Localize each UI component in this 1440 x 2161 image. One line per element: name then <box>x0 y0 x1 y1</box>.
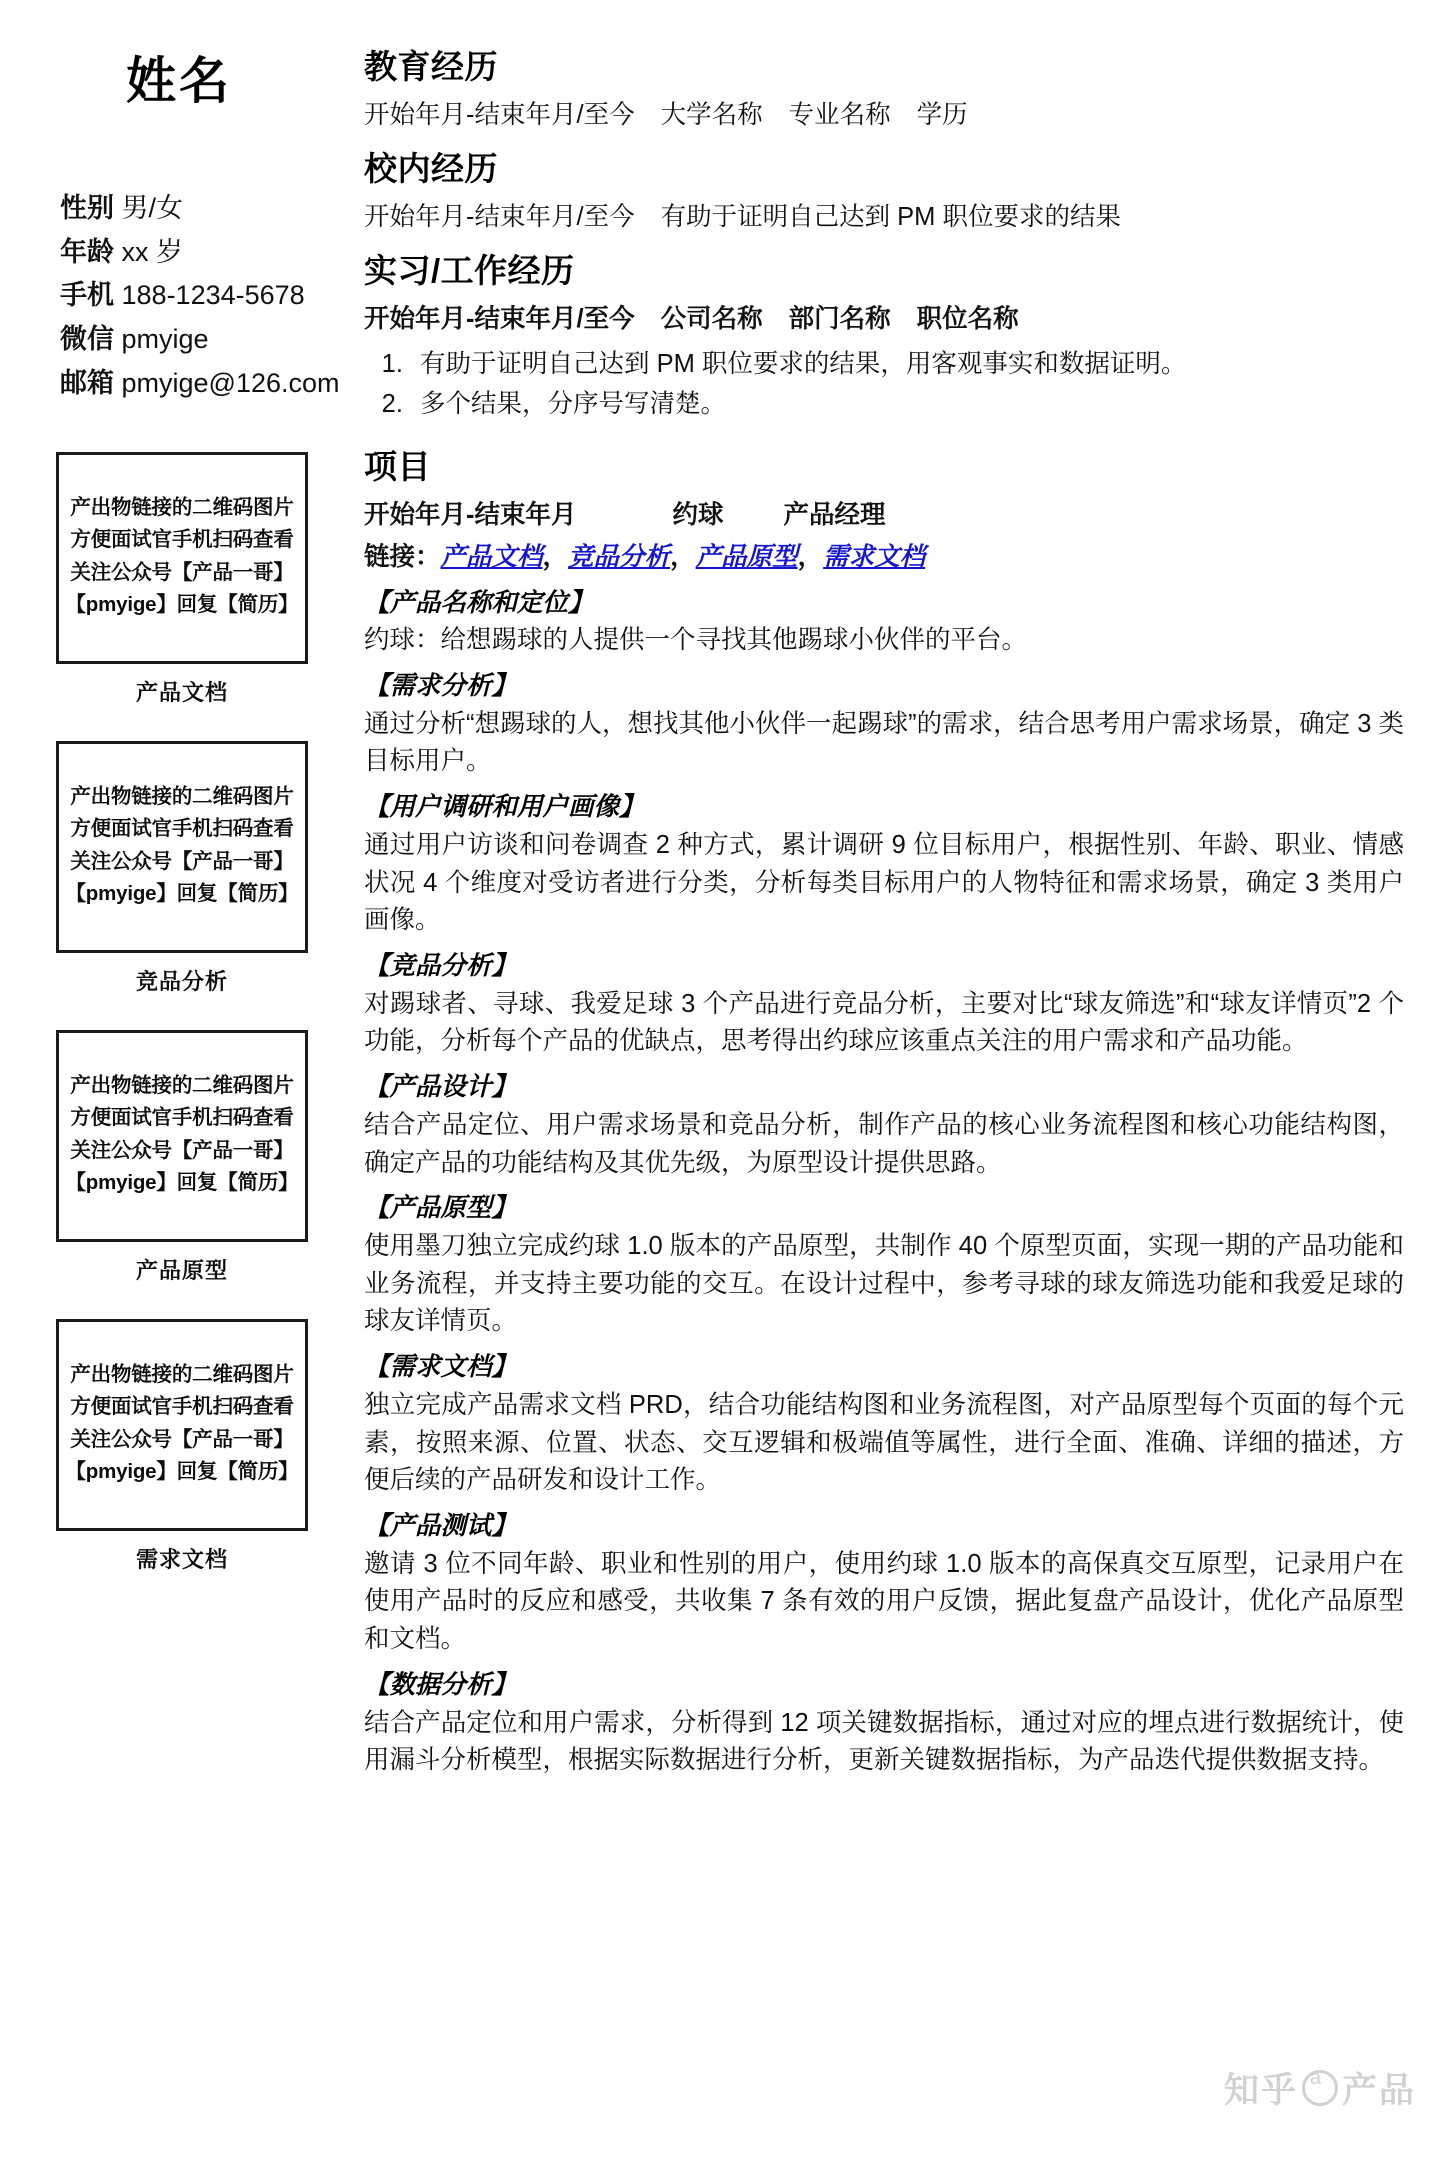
block-heading: 【产品测试】 <box>364 1512 518 1541</box>
campus-meta <box>364 198 1404 236</box>
qr-text-line: 产出物链接的二维码图片 <box>70 495 294 519</box>
project-role: 产品经理 <box>783 501 886 529</box>
work-results-list <box>364 345 1404 425</box>
work-position: 职位名称 <box>916 305 1019 334</box>
qr-text-line: 关注公众号【产品一哥】 <box>70 1138 294 1162</box>
links-label: 链接： <box>364 543 441 572</box>
qr-text-line: 【pmyige】回复【简历】 <box>65 1171 299 1195</box>
section-title-education: 教育经历 <box>364 48 498 85</box>
link-separator: ， <box>797 543 824 572</box>
block-heading: 【需求文档】 <box>364 1353 518 1382</box>
left-column <box>28 38 340 1574</box>
campus-desc: 有助于证明自己达到 PM 职位要求的结果 <box>660 203 1121 232</box>
project-block-data-analysis <box>364 1668 1404 1780</box>
project-meta <box>364 496 1404 534</box>
link-separator: ， <box>542 543 569 572</box>
project-block-product-testing <box>364 1509 1404 1659</box>
qr-block-competitor-analysis <box>56 741 326 996</box>
education-period: 开始年月-结束年月/至今 <box>364 100 635 129</box>
contact-row-wechat <box>60 318 326 362</box>
section-title-campus: 校内经历 <box>364 150 498 188</box>
contact-list <box>60 187 340 406</box>
contact-value: xx 岁 <box>121 236 184 267</box>
qr-block-requirement-doc <box>56 1319 326 1574</box>
section-title-work: 实习/工作经历 <box>364 252 575 290</box>
project-block-competitor-analysis <box>364 949 1404 1061</box>
block-heading: 【产品名称和定位】 <box>364 588 594 617</box>
project-period: 开始年月-结束年月 <box>364 501 577 529</box>
qr-caption: 竞品分析 <box>135 968 228 994</box>
list-item: 2. 多个结果，分序号写清楚。 <box>410 385 1404 424</box>
watermark-suffix: 产品 <box>1341 2071 1416 2110</box>
contact-label: 微信 <box>60 324 114 355</box>
education-meta <box>364 96 1404 134</box>
link-product-doc[interactable]: 产品文档 <box>440 543 543 572</box>
work-company: 公司名称 <box>660 305 763 334</box>
contact-row-email <box>60 362 340 406</box>
education-degree: 学历 <box>916 100 968 129</box>
block-paragraph: 使用墨刀独立完成约球 1.0 版本的产品原型，共制作 40 个原型页面，实现一期的产品功能和业务流程，并支持主要功能的交互。在设计过程中，参考寻球的球友筛选功能和我爱足球的球友详情页。 <box>364 1231 1404 1336</box>
work-period: 开始年月-结束年月/至今 <box>364 305 635 334</box>
project-block-requirement-analysis <box>364 669 1404 781</box>
link-separator: ， <box>670 543 696 572</box>
qr-text-line: 产出物链接的二维码图片 <box>70 784 294 808</box>
section-title-project: 项目 <box>364 448 431 486</box>
list-item: 1. 有助于证明自己达到 PM 职位要求的结果，用客观事实和数据证明。 <box>410 345 1404 384</box>
link-requirement-doc[interactable]: 需求文档 <box>823 543 926 572</box>
work-meta <box>364 300 1404 338</box>
qr-code-placeholder[interactable] <box>56 1319 308 1531</box>
right-column <box>340 48 1412 1783</box>
qr-caption: 产品文档 <box>135 679 228 705</box>
campus-period: 开始年月-结束年月/至今 <box>364 203 635 232</box>
qr-text-line: 产出物链接的二维码图片 <box>70 1362 294 1386</box>
project-block-positioning <box>364 586 1404 660</box>
project-block-prototype <box>364 1191 1404 1341</box>
qr-text-line: 方便面试官手机扫码查看 <box>70 1106 294 1130</box>
qr-code-placeholder[interactable] <box>56 452 308 664</box>
block-paragraph: 约球：给想踢球的人提供一个寻找其他踢球小伙伴的平台。 <box>364 626 1028 655</box>
block-paragraph: 对踢球者、寻球、我爱足球 3 个产品进行竞品分析，主要对比“球友筛选”和“球友详情页”2 个功能，分析每个产品的优缺点，思考得出约球应该重点关注的用户需求和产品功能。 <box>364 989 1404 1056</box>
contact-value: 男/女 <box>121 193 184 223</box>
qr-text-line: 【pmyige】回复【简历】 <box>65 882 299 906</box>
work-department: 部门名称 <box>788 305 891 334</box>
resume-columns <box>28 38 1412 1783</box>
contact-row-phone <box>60 274 326 318</box>
education-school: 大学名称 <box>660 100 763 129</box>
qr-text-line: 【pmyige】回复【简历】 <box>65 593 299 617</box>
page-title: 姓名 <box>126 53 232 109</box>
contact-row-age <box>60 231 326 275</box>
block-heading: 【数据分析】 <box>364 1670 518 1699</box>
contact-value: pmyige <box>121 324 209 355</box>
block-paragraph: 通过分析“想踢球的人，想找其他小伙伴一起踢球”的需求，结合思考用户需求场景，确定 3 类目标用户。 <box>364 709 1404 776</box>
contact-value: pmyige@126.com <box>121 367 340 398</box>
block-paragraph: 通过用户访谈和问卷调查 2 种方式，累计调研 9 位目标用户，根据性别、年龄、职业、情感状况 4 个维度对受访者进行分类，分析每类目标用户的人物特征和需求场景，确定 3 类用户画像。 <box>364 830 1404 935</box>
education-major: 专业名称 <box>788 100 891 129</box>
project-block-requirement-doc <box>364 1350 1404 1500</box>
qr-block-prototype <box>56 1030 326 1285</box>
project-links <box>364 538 1404 576</box>
block-heading: 【竞品分析】 <box>364 951 518 980</box>
qr-text-line: 产出物链接的二维码图片 <box>70 1073 294 1097</box>
contact-label: 手机 <box>60 280 114 311</box>
qr-text-line: 【pmyige】回复【简历】 <box>65 1460 299 1484</box>
qr-code-placeholder[interactable] <box>56 1030 308 1242</box>
contact-label: 年龄 <box>60 236 114 267</box>
qr-text-line: 关注公众号【产品一哥】 <box>70 849 294 873</box>
project-name: 约球 <box>672 501 724 529</box>
block-paragraph: 结合产品定位、用户需求场景和竞品分析，制作产品的核心业务流程图和核心功能结构图，确定产品的功能结构及其优先级，为原型设计提供思路。 <box>364 1110 1404 1177</box>
project-block-user-research <box>364 790 1404 940</box>
block-paragraph: 独立完成产品需求文档 PRD，结合功能结构图和业务流程图，对产品原型每个页面的每个元素，按照来源、位置、状态、交互逻辑和极端值等属性，进行全面、准确、详细的描述，方便后续的产品研发和设计工作。 <box>364 1390 1404 1495</box>
qr-code-placeholder[interactable] <box>56 741 308 953</box>
watermark <box>1224 2063 1416 2113</box>
qr-caption: 需求文档 <box>135 1546 228 1572</box>
qr-text-line: 方便面试官手机扫码查看 <box>70 1395 294 1419</box>
link-prototype[interactable]: 产品原型 <box>695 543 798 572</box>
qr-text-line: 关注公众号【产品一哥】 <box>70 560 294 584</box>
link-competitor-analysis[interactable]: 竞品分析 <box>568 543 671 572</box>
watermark-prefix: 知乎 <box>1223 2071 1298 2110</box>
qr-text-line: 关注公众号【产品一哥】 <box>70 1427 294 1451</box>
qr-text-line: 方便面试官手机扫码查看 <box>70 528 294 552</box>
block-paragraph: 结合产品定位和用户需求，分析得到 12 项关键数据指标，通过对应的埋点进行数据统计，使用漏斗分析模型，根据实际数据进行分析，更新关键数据指标，为产品迭代提供数据支持。 <box>364 1708 1404 1775</box>
contact-label: 邮箱 <box>60 367 114 398</box>
at-icon <box>1302 2070 1338 2106</box>
qr-caption: 产品原型 <box>135 1257 228 1283</box>
contact-row-gender <box>60 187 326 231</box>
block-heading: 【需求分析】 <box>364 671 518 700</box>
contact-label: 性别 <box>60 193 114 223</box>
block-heading: 【产品原型】 <box>364 1194 518 1223</box>
qr-text-line: 方便面试官手机扫码查看 <box>70 817 294 841</box>
block-heading: 【用户调研和用户画像】 <box>364 793 645 822</box>
block-paragraph: 邀请 3 位不同年龄、职业和性别的用户，使用约球 1.0 版本的高保真交互原型，记录用户在使用产品时的反应和感受，共收集 7 条有效的用户反馈，据此复盘产品设计，优化产品原型和文档。 <box>364 1549 1404 1654</box>
qr-block-product-doc <box>56 452 326 707</box>
contact-value: 188-1234-5678 <box>121 280 305 311</box>
project-block-product-design <box>364 1070 1404 1182</box>
block-heading: 【产品设计】 <box>364 1073 518 1102</box>
